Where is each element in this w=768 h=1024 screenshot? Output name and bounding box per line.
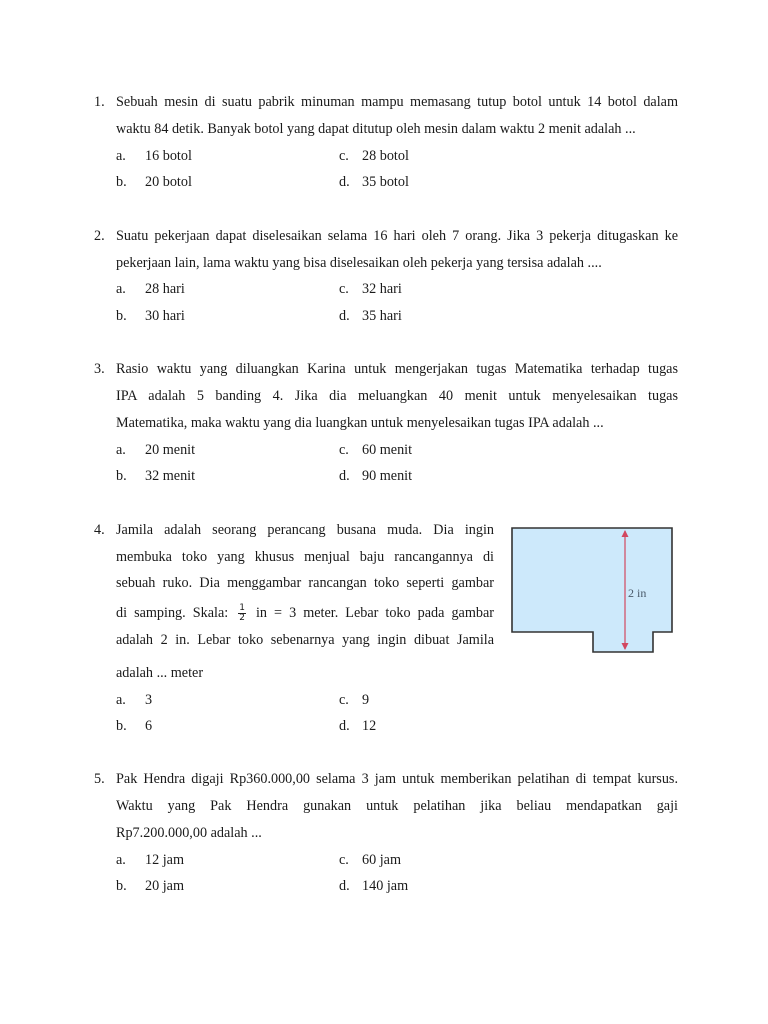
- option-text: 28 botol: [362, 148, 409, 164]
- option-text: 20 botol: [145, 174, 192, 190]
- option-letter: b.: [116, 308, 127, 324]
- option-letter: b.: [116, 878, 127, 894]
- question-number: 5.: [94, 771, 105, 787]
- option-text: 12 jam: [145, 852, 185, 868]
- question-text-line: IPA adalah 5 banding 4. Jika dia meluangkan 40 menit untuk menyelesaikan tugas: [116, 388, 678, 404]
- question-text-line: Pak Hendra digaji Rp360.000,00 selama 3 jam untuk memberikan pelatihan di tempat kursus.: [116, 771, 678, 787]
- question-text-line: sebuah ruko. Dia menggambar rancangan toko seperti gambar: [116, 575, 494, 591]
- question-text-line: Matematika, maka waktu yang dia luangkan untuk menyelesaikan tugas IPA adalah ...: [116, 415, 604, 431]
- option-text: 32 hari: [362, 281, 402, 297]
- question-text-line: adalah 2 in. Lebar toko sebenarnya yang ingin dibuat Jamila: [116, 632, 494, 648]
- option-text: 6: [145, 718, 153, 734]
- option-text: 30 hari: [145, 308, 185, 324]
- option-letter: a.: [116, 281, 126, 297]
- question-number: 3.: [94, 361, 105, 377]
- question-text-line: Waktu yang Pak Hendra gunakan untuk pelatihan jika beliau mendapatkan gaji: [116, 798, 678, 814]
- question-number: 1.: [94, 94, 105, 110]
- option-letter: a.: [116, 692, 126, 708]
- fraction: [238, 604, 246, 623]
- option-text: 20 jam: [145, 878, 185, 894]
- question-text-line: Rasio waktu yang diluangkan Karina untuk mengerjakan tugas Matematika terhadap tugas: [116, 361, 678, 377]
- question-number: 4.: [94, 522, 105, 538]
- option-letter: c.: [339, 281, 349, 297]
- option-letter: d.: [339, 878, 350, 894]
- option-text: 28 hari: [145, 281, 185, 297]
- option-letter: b.: [116, 718, 127, 734]
- option-text: 35 botol: [362, 174, 409, 190]
- option-text: 16 botol: [145, 148, 192, 164]
- store-floorplan-figure: [505, 522, 685, 662]
- option-letter: d.: [339, 308, 350, 324]
- fraction-denominator: 2: [239, 613, 245, 623]
- question-text-line: waktu 84 detik. Banyak botol yang dapat ditutup oleh mesin dalam waktu 2 menit adalah ...: [116, 121, 636, 137]
- option-letter: d.: [339, 174, 350, 190]
- option-letter: a.: [116, 852, 126, 868]
- option-text: 3: [145, 692, 153, 708]
- question-text-line: [116, 604, 494, 623]
- option-text: 12: [362, 718, 377, 734]
- option-text: 60 menit: [362, 442, 413, 458]
- option-letter: c.: [339, 692, 349, 708]
- option-text: 90 menit: [362, 468, 413, 484]
- option-letter: a.: [116, 442, 126, 458]
- option-letter: c.: [339, 852, 349, 868]
- text-before-fraction: di samping. Skala:: [116, 604, 229, 621]
- question-text-line: pekerjaan lain, lama waktu yang bisa diselesaikan oleh pekerja yang tersisa adalah ....: [116, 255, 602, 271]
- option-text: 20 menit: [145, 442, 196, 458]
- option-letter: a.: [116, 148, 126, 164]
- option-letter: c.: [339, 148, 349, 164]
- option-letter: d.: [339, 468, 350, 484]
- option-letter: b.: [116, 174, 127, 190]
- option-letter: b.: [116, 468, 127, 484]
- question-text-line: membuka toko yang khusus menjual baju rancangannya di: [116, 549, 494, 565]
- text-after-fraction: in = 3 meter. Lebar toko pada gambar: [255, 604, 494, 621]
- question-text-line: Suatu pekerjaan dapat diselesaikan selama 16 hari oleh 7 orang. Jika 3 pekerja ditugaskan ke: [116, 228, 678, 244]
- question-text-line: Jamila adalah seorang perancang busana muda. Dia ingin: [116, 522, 494, 538]
- fraction-numerator: 1: [239, 603, 245, 613]
- option-text: 35 hari: [362, 308, 402, 324]
- dimension-label: 2 in: [628, 586, 647, 600]
- option-text: 60 jam: [362, 852, 402, 868]
- option-text: 9: [362, 692, 370, 708]
- question-text-line: Rp7.200.000,00 adalah ...: [116, 825, 262, 841]
- floorplan-shape: [512, 528, 672, 652]
- option-text: 140 jam: [362, 878, 409, 894]
- option-text: 32 menit: [145, 468, 196, 484]
- question-number: 2.: [94, 228, 105, 244]
- option-letter: c.: [339, 442, 349, 458]
- option-letter: d.: [339, 718, 350, 734]
- question-text-line: Sebuah mesin di suatu pabrik minuman mampu memasang tutup botol untuk 14 botol dalam: [116, 94, 678, 110]
- question-text-line: adalah ... meter: [116, 665, 204, 681]
